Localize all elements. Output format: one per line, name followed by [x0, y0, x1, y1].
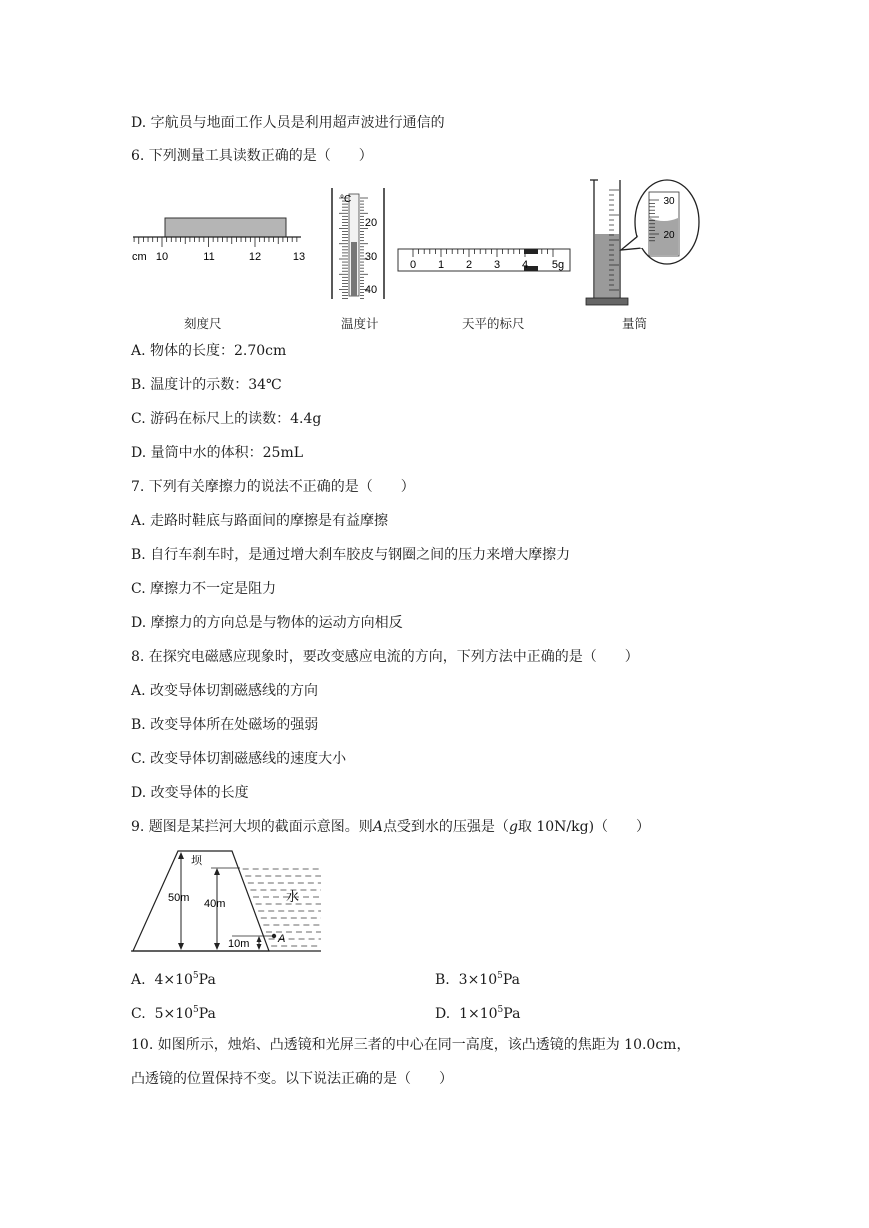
- thermometer-caption: 温度计: [341, 316, 379, 331]
- magnifier-tick-label: 20: [663, 230, 675, 241]
- ruler-unit: cm: [132, 251, 147, 263]
- option-exponent: 5: [193, 1005, 199, 1015]
- option-letter: D.: [435, 1006, 451, 1022]
- option-exponent: 5: [497, 1005, 504, 1015]
- thermometer-diagram: [332, 188, 384, 299]
- balance-scale-diagram: [398, 249, 570, 271]
- q9-stem-point: A: [372, 819, 383, 835]
- point-a-marker: [272, 934, 276, 938]
- dam-label: 坝: [191, 855, 202, 867]
- q7-stem: 7. 下列有关摩擦力的说法不正确的是（ ）: [131, 479, 415, 495]
- option-base: 5×10: [154, 1006, 194, 1022]
- water-depth-label: 40m: [204, 898, 226, 910]
- q8-option-d: D. 改变导体的长度: [131, 785, 249, 801]
- ruler-tick-label: 13: [292, 251, 306, 263]
- cylinder-caption: 量筒: [622, 316, 648, 331]
- balance-scale-frame: [398, 249, 570, 271]
- q10-stem-line1: 10. 如图所示，烛焰、凸透镜和光屏三者的中心在同一高度，该凸透镜的焦距为 10.0cm，: [131, 1037, 691, 1053]
- water-label: 水: [286, 889, 300, 904]
- thermometer-unit: °C: [340, 194, 352, 205]
- option-unit: Pa: [503, 1006, 521, 1022]
- cylinder-base: [586, 298, 628, 305]
- balance-scale-caption: 天平的标尺: [462, 316, 525, 331]
- ruler-diagram: [132, 218, 305, 263]
- cylinder-diagram: [586, 180, 699, 305]
- thermometer-tick-label: 20: [364, 217, 378, 229]
- q7-option-b: B. 自行车刹车时，是通过增大刹车胶皮与钢圈之间的压力来增大摩擦力: [131, 547, 571, 563]
- option-base: 3×10: [458, 972, 498, 988]
- q6-option-b: B. 温度计的示数：34℃: [131, 377, 282, 393]
- ruler-tick-label: 10: [155, 251, 169, 263]
- thermometer-tick-label: 40: [364, 284, 378, 296]
- option-letter: C.: [131, 1006, 146, 1022]
- option-letter: A.: [131, 972, 146, 988]
- ruler-tick-label: 12: [248, 251, 262, 263]
- q10-stem-line2: 凸透镜的位置保持不变。以下说法正确的是（ ）: [131, 1071, 453, 1087]
- rider-top: [524, 249, 538, 254]
- dam-diagram: [128, 845, 328, 955]
- cylinder-water: [595, 234, 619, 298]
- q9-stem-part: 9. 题图是某拦河大坝的截面示意图。则: [131, 819, 373, 835]
- ruler-ticks: [134, 237, 297, 247]
- point-height-label: 10m: [228, 938, 250, 950]
- option-unit: Pa: [502, 972, 520, 988]
- q9-option-b: [435, 967, 520, 989]
- ruler-object-block: [165, 218, 286, 237]
- q8-option-a: A. 改变导体切割磁感线的方向: [131, 683, 319, 699]
- q8-option-c: C. 改变导体切割磁感线的速度大小: [131, 751, 347, 767]
- option-unit: Pa: [198, 1006, 216, 1022]
- q9-stem-g: g: [508, 819, 518, 835]
- q7-option-a: A. 走路时鞋底与路面间的摩擦是有益摩擦: [131, 513, 389, 529]
- magnifier-tick-label: 30: [663, 196, 675, 207]
- q7-option-d: D. 摩擦力的方向总是与物体的运动方向相反: [131, 615, 403, 631]
- beam-tick-label: 0: [409, 259, 417, 271]
- q9-option-d: [435, 1001, 520, 1023]
- q9-option-c: [131, 1001, 216, 1023]
- q6-stem: 6. 下列测量工具读数正确的是（ ）: [131, 148, 373, 164]
- q9-stem-part: 取 10N/kg)（ ）: [517, 819, 651, 835]
- q6-option-c: C. 游码在标尺上的读数：4.4g: [131, 411, 322, 427]
- option-base: 1×10: [459, 1006, 498, 1022]
- q6-option-a: A. 物体的长度：2.70cm: [131, 343, 287, 359]
- option-unit: Pa: [198, 972, 216, 988]
- beam-tick-label: 3: [493, 259, 501, 271]
- point-a-label: A: [278, 933, 286, 945]
- q9-stem-part: 点受到水的压强是（: [382, 819, 509, 835]
- q6-figure: [128, 178, 708, 313]
- beam-tick-label: 1: [437, 259, 445, 271]
- beam-tick-label: 4: [521, 259, 529, 271]
- thermometer-tick-label: 30: [364, 251, 378, 263]
- beam-tick-label: 5g: [551, 259, 565, 271]
- thermometer-liquid: [351, 242, 357, 296]
- q9-stem: [131, 818, 650, 836]
- option-base: 4×10: [154, 972, 193, 988]
- q8-option-b: B. 改变导体所在处磁场的强弱: [131, 717, 319, 733]
- option-exponent: 5: [497, 971, 503, 981]
- q8-stem: 8. 在探究电磁感应现象时，要改变感应电流的方向，下列方法中正确的是（ ）: [131, 649, 639, 665]
- ruler-caption: 刻度尺: [184, 316, 222, 331]
- q5-option-d: D. 字航员与地面工作人员是利用超声波进行通信的: [131, 115, 445, 131]
- ruler-tick-label: 11: [203, 251, 215, 263]
- q7-option-c: C. 摩擦力不一定是阻力: [131, 581, 277, 597]
- option-exponent: 5: [192, 971, 199, 981]
- beam-tick-label: 2: [465, 259, 473, 271]
- option-letter: B.: [435, 972, 450, 988]
- dam-height-label: 50m: [168, 892, 190, 904]
- q6-option-d: D. 量筒中水的体积：25mL: [131, 445, 304, 461]
- q9-option-a: [131, 967, 216, 989]
